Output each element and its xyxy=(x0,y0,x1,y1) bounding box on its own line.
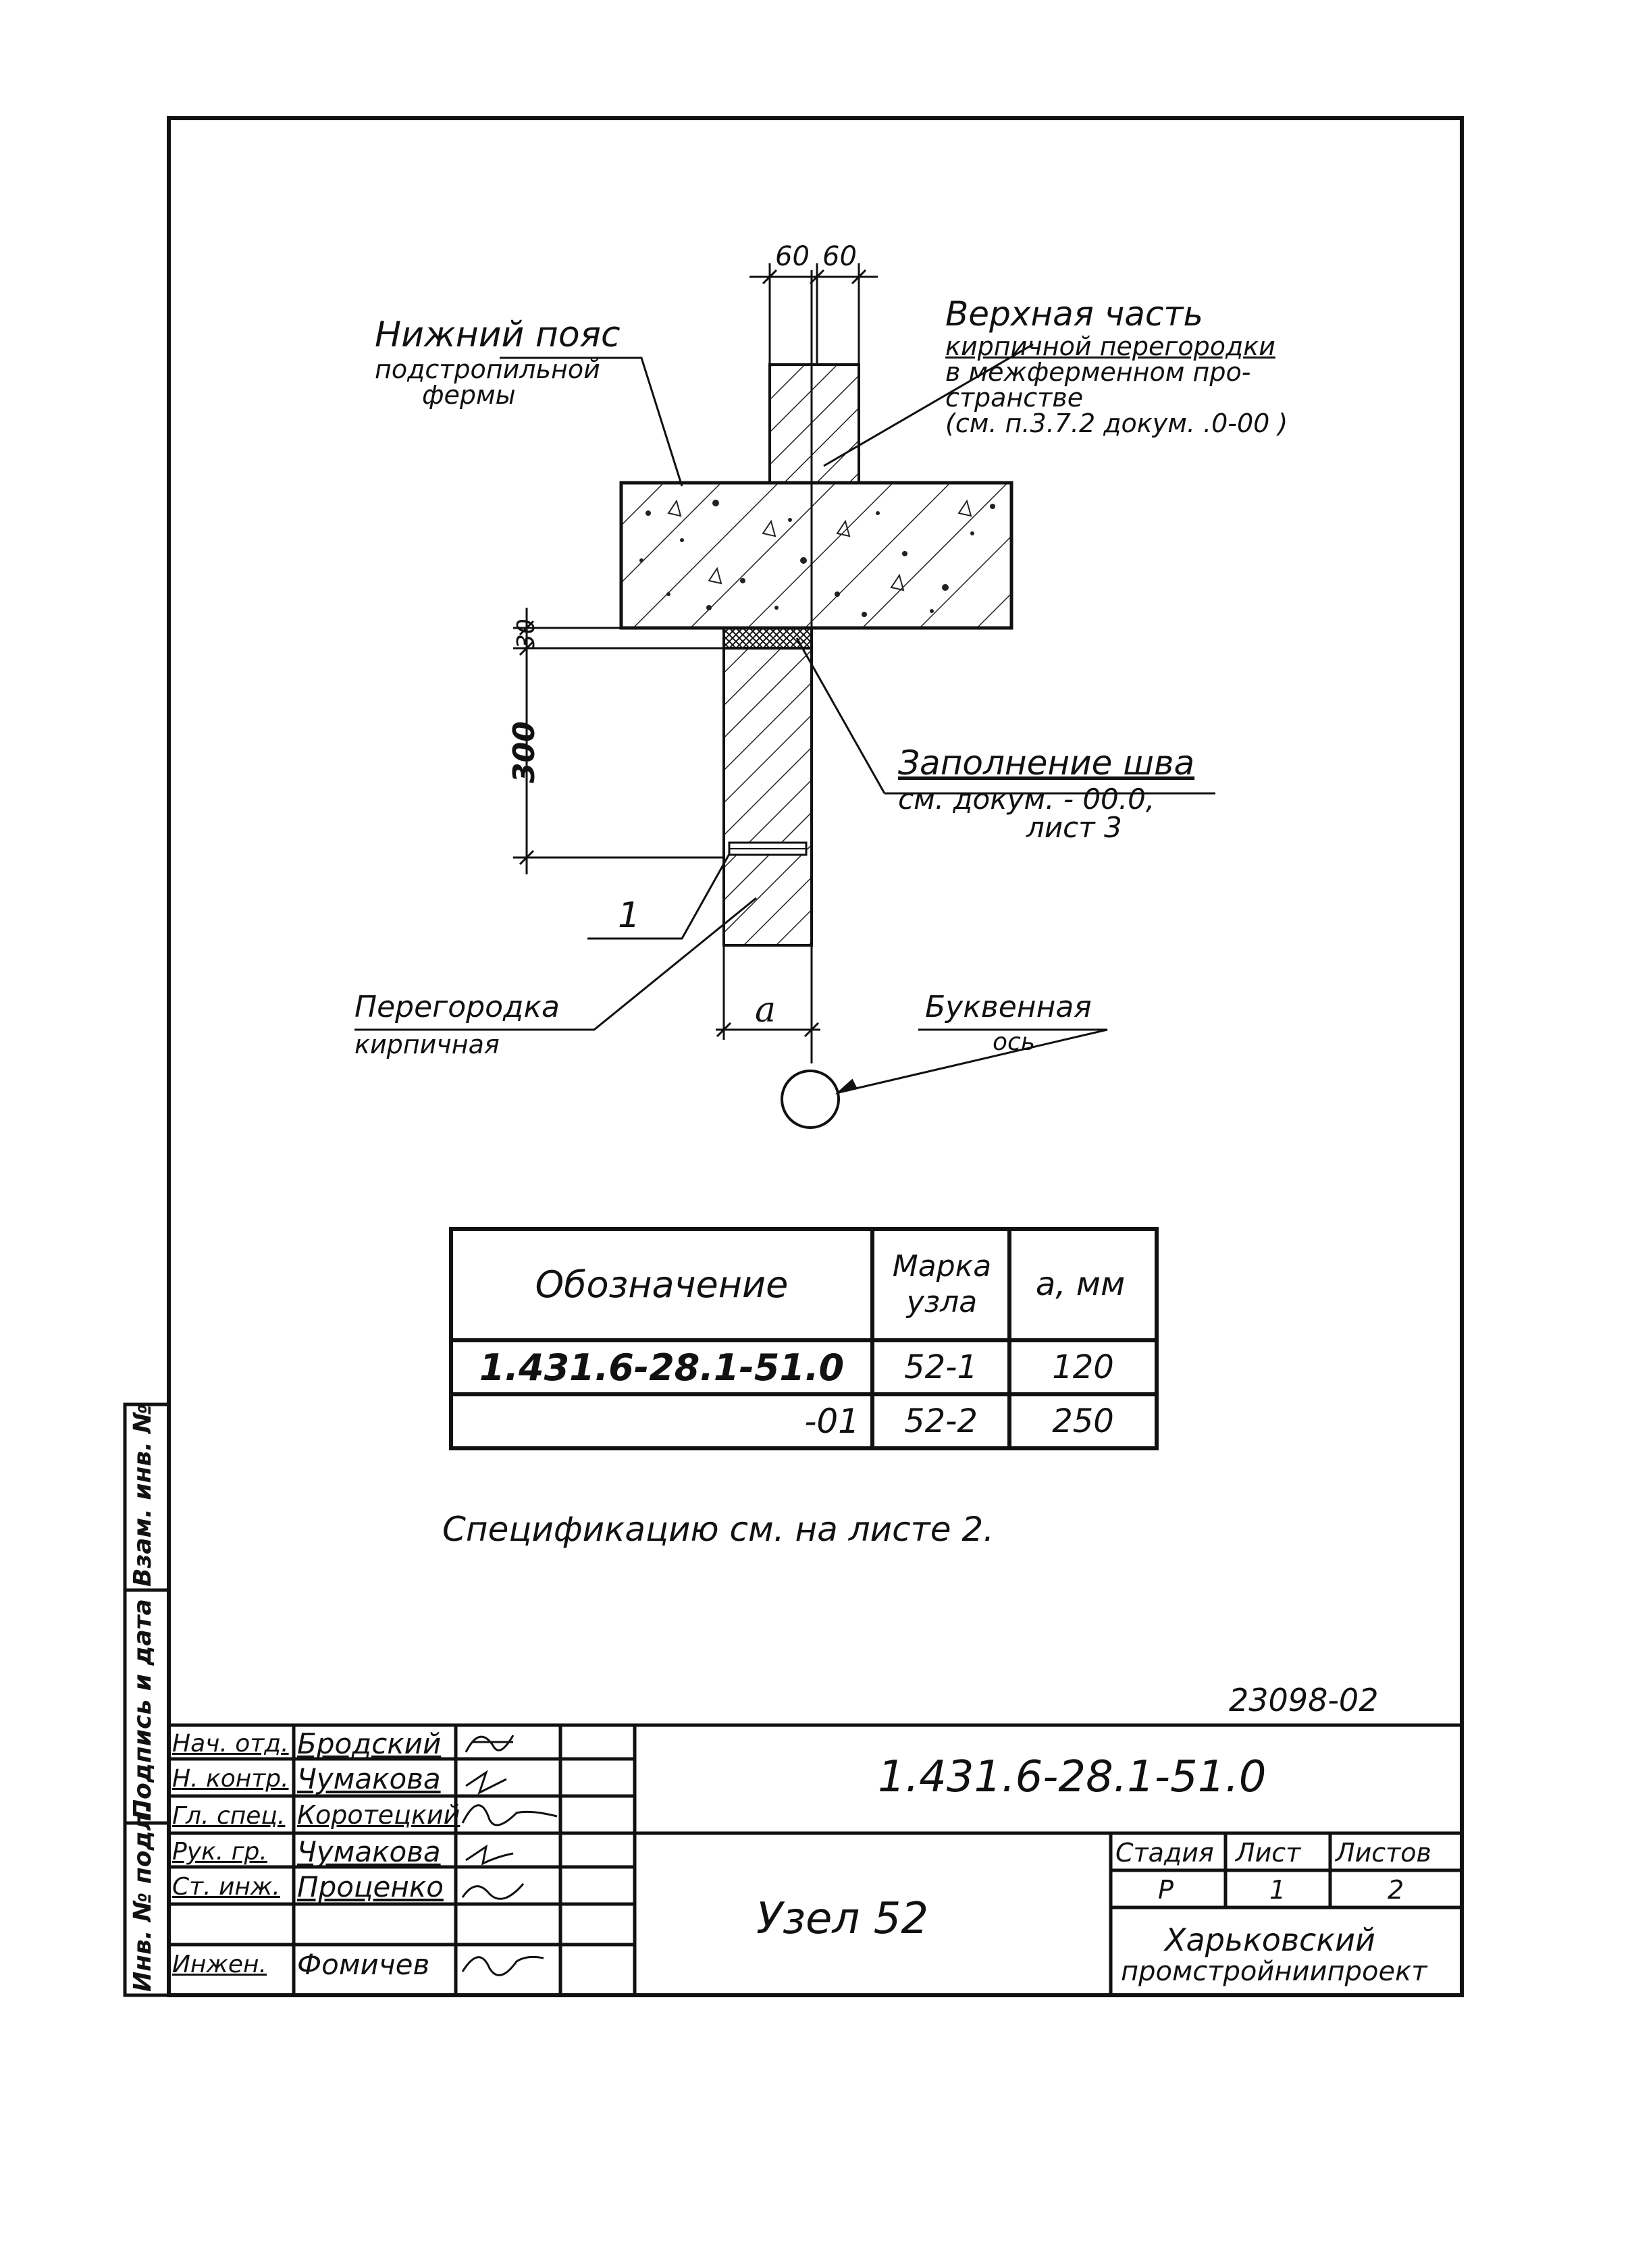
table-row-1-designation: 1.431.6-28.1-51.0 xyxy=(479,1346,845,1389)
truss-lower-chord xyxy=(621,483,1011,628)
sig-name-5: Проценко xyxy=(297,1870,444,1903)
table-row-2-designation: -01 xyxy=(804,1402,860,1441)
lower-chord-line-2: подстропильной xyxy=(375,354,600,384)
stage-header: Стадия xyxy=(1115,1838,1214,1868)
partition-line-2: кирпичная xyxy=(354,1030,500,1059)
lower-chord-label xyxy=(375,317,621,408)
sig-role-1: Нач. отд. xyxy=(172,1730,289,1758)
sheet-value: 1 xyxy=(1269,1875,1286,1905)
side-stamp-signature-date: Подпись и дата xyxy=(129,1599,157,1820)
upper-part-line-5: (см. п.3.7.2 докум. .0-00 ) xyxy=(945,408,1288,438)
dim-300: 300 xyxy=(507,721,542,783)
upper-part-line-2: кирпичной перегородки xyxy=(945,332,1275,361)
dim-30: 30 xyxy=(512,618,540,650)
side-stamp-inv-no: Инв. № подл. xyxy=(129,1803,157,1992)
organization-line-2: промстройниипроект xyxy=(1121,1956,1427,1987)
sig-name-4: Чумакова xyxy=(297,1835,441,1868)
letter-axis-marker xyxy=(782,1071,839,1128)
sig-role-4: Рук. гр. xyxy=(172,1838,267,1866)
sig-role-3: Гл. спец. xyxy=(172,1802,286,1830)
specification-note: Спецификацию см. на листе 2. xyxy=(442,1510,995,1549)
upper-part-line-4: странстве xyxy=(945,383,1084,413)
letter-axis-label xyxy=(925,990,1092,1056)
lower-chord-line-3: фермы xyxy=(422,380,516,410)
sheets-header: Листов xyxy=(1336,1838,1431,1868)
partition-label xyxy=(354,990,560,1059)
upper-part-label xyxy=(945,294,1288,438)
sig-name-7: Фомичев xyxy=(297,1948,430,1981)
left-dimension xyxy=(513,608,724,874)
lower-partition xyxy=(724,648,812,945)
letter-axis-line-1: Буквенная xyxy=(925,990,1092,1024)
table-row-1-mark: 52-1 xyxy=(904,1348,978,1386)
dim-60-right: 60 xyxy=(822,241,857,272)
side-stamp-replaced-inv: Взам. инв. № xyxy=(129,1404,157,1587)
joint-fill-line-3: лист 3 xyxy=(1026,811,1122,844)
sig-role-5: Ст. инж. xyxy=(172,1873,280,1901)
sheets-value: 2 xyxy=(1388,1875,1404,1905)
sig-name-2: Чумакова xyxy=(297,1762,441,1795)
joint-fill xyxy=(724,628,812,648)
upper-part-line-1: Верхная часть xyxy=(945,294,1203,334)
sheet-header: Лист xyxy=(1236,1838,1301,1868)
archive-number: 23098-02 xyxy=(1229,1682,1379,1718)
table-row-2-a: 250 xyxy=(1052,1402,1114,1440)
sig-role-2: Н. контр. xyxy=(172,1765,289,1793)
table-row-1-a: 120 xyxy=(1052,1348,1114,1386)
upper-part-line-3: в межферменном про- xyxy=(945,357,1251,387)
marker-1: 1 xyxy=(618,895,641,936)
sig-role-7: Инжен. xyxy=(172,1951,267,1978)
table-row-2-mark: 52-2 xyxy=(904,1402,978,1440)
partition-line-1: Перегородка xyxy=(354,990,560,1024)
sig-name-1: Бродский xyxy=(297,1727,442,1760)
lower-chord-line-1: Нижний пояс xyxy=(375,315,621,355)
top-dimension xyxy=(749,263,878,365)
document-code: 1.431.6-28.1-51.0 xyxy=(878,1752,1267,1802)
drawing-title: Узел 52 xyxy=(756,1894,929,1944)
dim-60-left: 60 xyxy=(775,241,810,272)
table-header-mark: Марка узла xyxy=(892,1248,992,1319)
table-header-designation: Обозначение xyxy=(535,1263,789,1306)
sig-name-3: Коротецкий xyxy=(297,1800,460,1830)
letter-axis-line-2: ось xyxy=(993,1028,1036,1056)
organization-line-1: Харьковский xyxy=(1165,1922,1375,1958)
dim-a-label: a xyxy=(755,990,776,1030)
joint-fill-label xyxy=(898,743,1195,844)
signature-marks xyxy=(463,1735,557,1975)
upper-partition xyxy=(770,365,859,483)
joint-fill-line-2: см. докум. - 00.0, xyxy=(898,783,1155,816)
joint-fill-line-1: Заполнение шва xyxy=(898,743,1195,783)
table-header-a: a, мм xyxy=(1035,1265,1126,1303)
stage-value: Р xyxy=(1158,1875,1174,1905)
